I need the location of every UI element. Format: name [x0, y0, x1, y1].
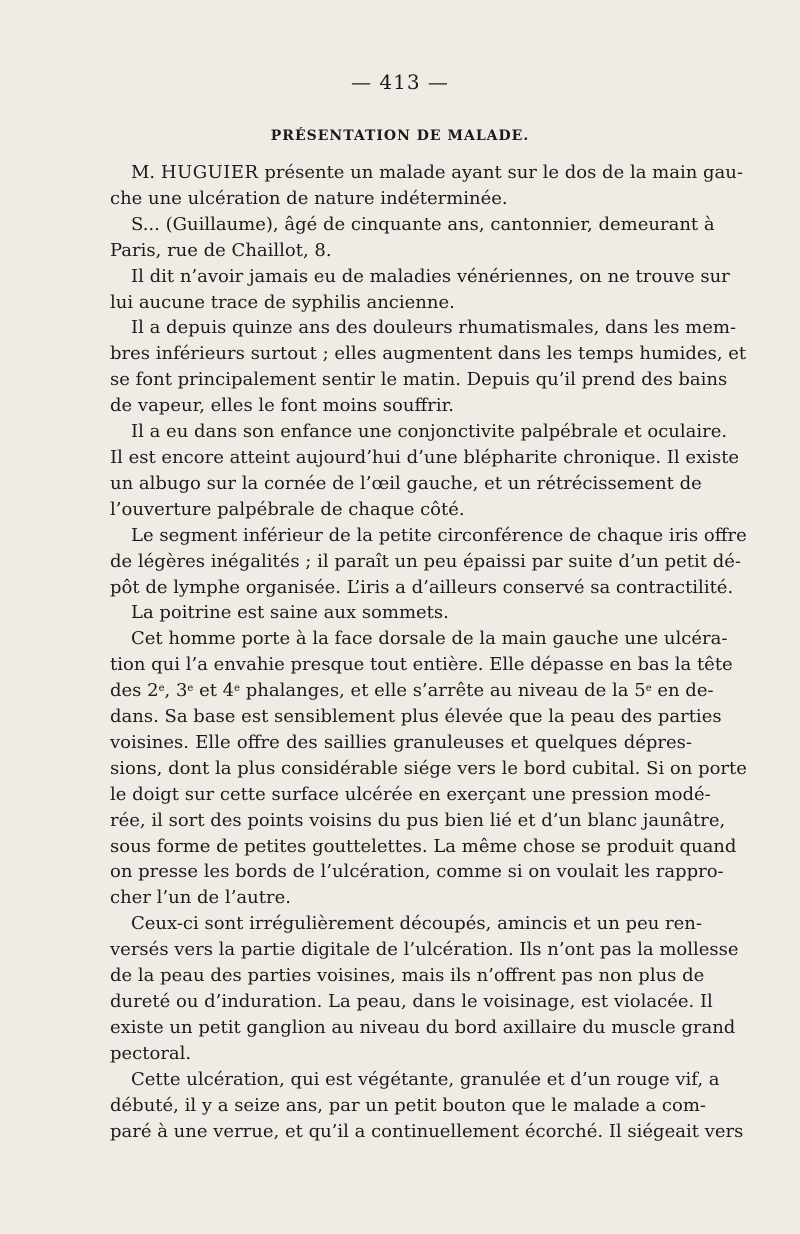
- section-heading: PRÉSENTATION DE MALADE.: [270, 128, 530, 144]
- text-run: M.: [131, 162, 161, 183]
- text-line: bres inférieurs surtout ; elles augmentent dans les temps humides, et: [110, 343, 747, 365]
- text-line: versés vers la partie digitale de l’ulcération. Ils n’ont pas la mollesse: [110, 939, 739, 961]
- text-run: présente un malade ayant sur le dos de la main gau-: [258, 162, 743, 183]
- text-line: S... (Guillaume), âgé de cinquante ans, cantonnier, demeurant à: [131, 213, 715, 235]
- text-line: de légères inégalités ; il paraît un peu épaissi par suite d’un petit dé-: [110, 550, 741, 572]
- text-line: Paris, rue de Chaillot, 8.: [110, 239, 332, 261]
- text-run: en de-: [651, 680, 714, 702]
- superscript: e: [187, 683, 194, 695]
- text-line: sions, dont la plus considérable siége vers le bord cubital. Si on porte: [110, 757, 747, 779]
- text-line: le doigt sur cette surface ulcérée en exerçant une pression modé-: [110, 783, 711, 805]
- text-line: Cet homme porte à la face dorsale de la main gauche une ulcéra-: [131, 628, 728, 650]
- author-name: HUGUIER: [160, 162, 259, 183]
- text-line: [110, 678, 714, 704]
- text-line: débuté, il y a seize ans, par un petit bouton que le malade a com-: [110, 1094, 706, 1116]
- text-line: pôt de lymphe organisée. L’iris a d’ailleurs conservé sa contractilité.: [110, 576, 734, 598]
- text-line: dans. Sa base est sensiblement plus élevée que la peau des parties: [110, 706, 722, 728]
- text-line: Le segment inférieur de la petite circonférence de chaque iris offre: [131, 524, 747, 546]
- text-line: un albugo sur la cornée de l’œil gauche, et un rétrécissement de: [110, 472, 702, 494]
- text-line: Il a eu dans son enfance une conjonctivite palpébrale et oculaire.: [131, 421, 728, 443]
- text-line: Il a depuis quinze ans des douleurs rhumatismales, dans les mem-: [131, 317, 737, 339]
- text-line: lui aucune trace de syphilis ancienne.: [110, 291, 455, 313]
- page-number: — 413 —: [351, 70, 449, 94]
- text-line: sous forme de petites gouttelettes. La même chose se produit quand: [110, 835, 737, 857]
- text-line: La poitrine est saine aux sommets.: [131, 602, 449, 624]
- text-run: des 2: [110, 680, 159, 702]
- text-run: et 4: [193, 680, 235, 702]
- text-line: se font principalement sentir le matin. Depuis qu’il prend des bains: [110, 369, 728, 391]
- text-line: paré à une verrue, et qu’il a continuellement écorché. Il siégeait vers: [110, 1120, 744, 1142]
- text-line: de vapeur, elles le font moins souffrir.: [110, 395, 454, 417]
- text-line: rée, il sort des points voisins du pus bien lié et d’un blanc jaunâtre,: [110, 809, 726, 831]
- text-line: Il est encore atteint aujourd’hui d’une blépharite chronique. Il existe: [110, 446, 740, 468]
- text-line: dureté ou d’induration. La peau, dans le voisinage, est violacée. Il: [110, 991, 713, 1012]
- superscript: e: [158, 683, 165, 695]
- superscript: e: [645, 683, 652, 695]
- text-line: existe un petit ganglion au niveau du bord axillaire du muscle grand: [110, 1016, 736, 1038]
- text-run: , 3: [164, 680, 188, 702]
- superscript: e: [234, 683, 241, 695]
- text-line: voisines. Elle offre des saillies granuleuses et quelques dépres-: [110, 731, 692, 753]
- text-line: pectoral.: [110, 1042, 192, 1064]
- text-run: phalanges, et elle s’arrête au niveau de la 5: [240, 680, 646, 702]
- text-line: tion qui l’a envahie presque tout entière. Elle dépasse en bas la tête: [110, 654, 733, 676]
- body-text: [110, 160, 747, 1144]
- text-line: l’ouverture palpébrale de chaque côté.: [110, 498, 465, 520]
- text-line: Ceux-ci sont irrégulièrement découpés, amincis et un peu ren-: [131, 913, 702, 935]
- text-line: che une ulcération de nature indéterminée.: [110, 187, 508, 209]
- text-line: Cette ulcération, qui est végétante, granulée et d’un rouge vif, a: [131, 1068, 720, 1090]
- text-line: Il dit n’avoir jamais eu de maladies vénériennes, on ne trouve sur: [131, 265, 730, 287]
- text-line: cher l’un de l’autre.: [110, 887, 291, 909]
- text-line: [110, 160, 743, 186]
- text-line: de la peau des parties voisines, mais ils n’offrent pas non plus de: [110, 965, 705, 987]
- text-line: on presse les bords de l’ulcération, comme si on voulait les rappro-: [110, 861, 724, 883]
